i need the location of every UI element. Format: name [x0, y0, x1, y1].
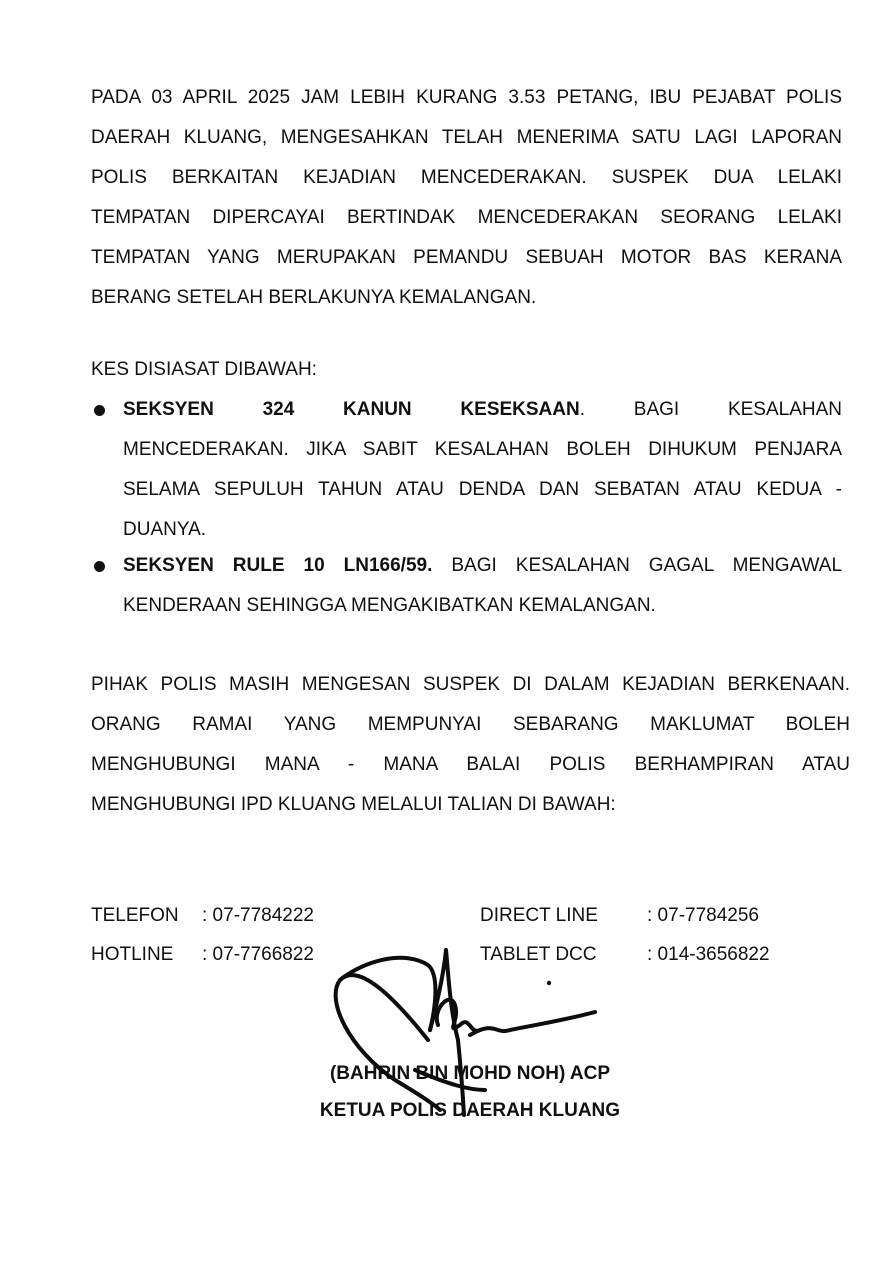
signature-dot	[547, 981, 551, 985]
signature-stroke	[437, 1000, 480, 1031]
closing-line: PIHAK POLIS MASIH MENGESAN SUSPEK DI DALAM KEJADIAN BERKENAAN.	[91, 674, 850, 695]
intro-line: PADA 03 APRIL 2025 JAM LEBIH KURANG 3.53 PETANG, IBU PEJABAT POLIS	[91, 87, 842, 108]
signature-stroke	[336, 975, 440, 1110]
case-first-line	[123, 390, 842, 430]
contact-label: TABLET DCC	[480, 944, 597, 965]
case-line: DUANYA.	[123, 519, 207, 540]
contact-value: : 07-7784222	[202, 905, 314, 926]
case-line: KENDERAAN SEHINGGA MENGAKIBATKAN KEMALANGAN.	[123, 595, 656, 616]
signatory-title: KETUA POLIS DAERAH KLUANG	[319, 1100, 621, 1121]
case-text	[123, 390, 842, 550]
contact-value: : 07-7784256	[647, 905, 759, 926]
bullet-icon	[94, 405, 105, 416]
bullet-icon	[94, 561, 105, 572]
intro-line: BERANG SETELAH BERLAKUNYA KEMALANGAN.	[91, 287, 537, 308]
closing-line: ORANG RAMAI YANG MEMPUNYAI SEBARANG MAKLUMAT BOLEH	[91, 714, 850, 735]
intro-line: TEMPATAN YANG MERUPAKAN PEMANDU SEBUAH MOTOR BAS KERANA	[91, 247, 842, 268]
intro-paragraph	[91, 78, 842, 318]
closing-line: MENGHUBUNGI IPD KLUANG MELALUI TALIAN DI BAWAH:	[91, 794, 616, 815]
case-first-rest: . BAGI KESALAHAN	[579, 399, 843, 420]
intro-line: TEMPATAN DIPERCAYAI BERTINDAK MENCEDERAKAN SEORANG LELAKI	[91, 207, 842, 228]
case-line: MENCEDERAKAN. JIKA SABIT KESALAHAN BOLEH DIHUKUM PENJARA	[123, 439, 842, 460]
closing-paragraph	[91, 665, 850, 825]
intro-line: DAERAH KLUANG, MENGESAHKAN TELAH MENERIMA SATU LAGI LAPORAN	[91, 127, 842, 148]
case-section-title: SEKSYEN 324 KANUN KESEKSAAN	[123, 399, 580, 420]
case-text	[123, 546, 842, 626]
signatory-name: (BAHRIN BIN MOHD NOH) ACP	[329, 1063, 611, 1084]
contact-label: HOTLINE	[91, 944, 174, 965]
contact-label: TELEFON	[91, 905, 179, 926]
intro-line: POLIS BERKAITAN KEJADIAN MENCEDERAKAN. SUSPEK DUA LELAKI	[91, 167, 842, 188]
contact-label: DIRECT LINE	[480, 905, 598, 926]
case-first-rest: BAGI KESALAHAN GAGAL MENGAWAL	[432, 555, 843, 576]
contact-value: : 014-3656822	[647, 944, 770, 965]
signature-stroke	[415, 1070, 485, 1090]
closing-line: MENGHUBUNGI MANA - MANA BALAI POLIS BERHAMPIRAN ATAU	[91, 754, 850, 775]
cases-heading: KES DISIASAT DIBAWAH:	[91, 359, 317, 380]
contact-value: : 07-7766822	[202, 944, 314, 965]
signature-stroke	[470, 1012, 595, 1035]
signature-icon	[320, 940, 620, 1120]
case-section-title: SEKSYEN RULE 10 LN166/59.	[123, 555, 433, 576]
case-first-line	[123, 546, 842, 586]
case-line: SELAMA SEPULUH TAHUN ATAU DENDA DAN SEBATAN ATAU KEDUA -	[123, 479, 842, 500]
